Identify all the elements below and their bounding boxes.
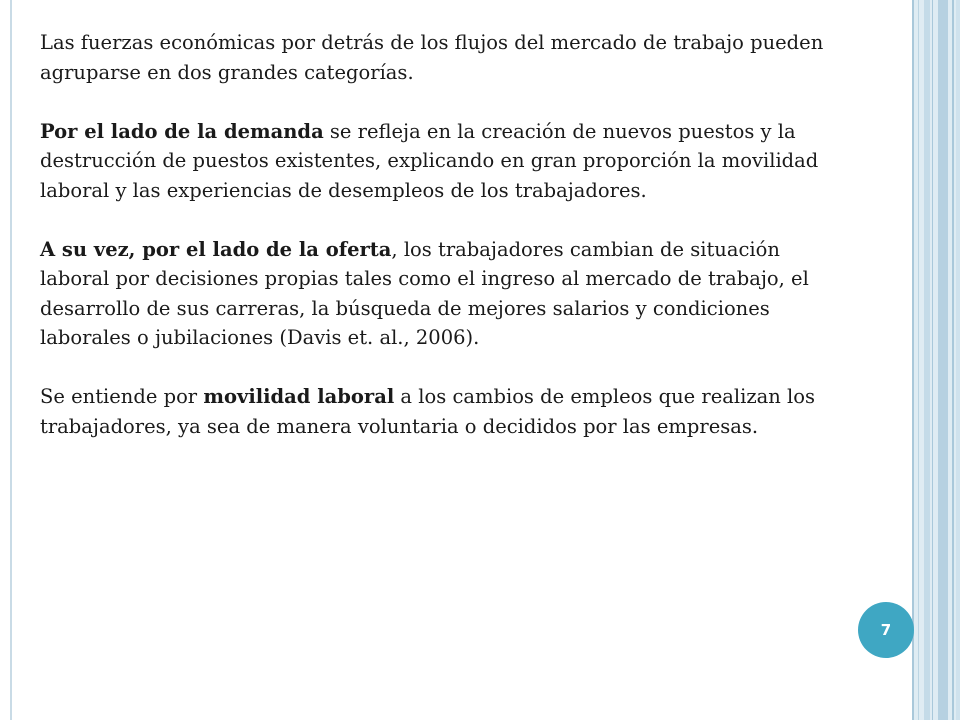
left-border-line bbox=[10, 0, 12, 720]
paragraph-demand bbox=[40, 117, 850, 206]
paragraph-demand-text: se refleja en la creación de nuevos puestos y la destrucción de puestos existentes, explicando en gran proporción la movilidad laboral y las experiencias de desempleos de los trabajadores. bbox=[40, 119, 819, 202]
paragraph-definition-before: Se entiende por bbox=[40, 385, 204, 408]
paragraph-supply-text: , los trabajadores cambian de situación laboral por decisiones propias tales como el ingreso al mercado de trabajo, el desarrollo de sus carreras, la búsqueda de mejores salarios y condiciones laborales o jubilaciones (Davis et. al., 2006). bbox=[40, 237, 809, 349]
stripe bbox=[938, 0, 948, 720]
paragraph-demand-bold: Por el lado de la demanda bbox=[40, 119, 324, 143]
paragraph-intro bbox=[40, 28, 850, 87]
paragraph-intro-text: Las fuerzas económicas por detrás de los flujos del mercado de trabajo pueden agruparse en dos grandes categorías. bbox=[40, 31, 824, 84]
page-number-badge bbox=[858, 602, 914, 658]
paragraph-supply-bold: A su vez, por el lado de la oferta bbox=[40, 237, 392, 261]
stripe bbox=[952, 0, 954, 720]
stripe bbox=[956, 0, 960, 720]
stripe bbox=[912, 0, 914, 720]
paragraph-definition-after: a los cambios de empleos que realizan los trabajadores, ya sea de manera voluntaria o decididos por las empresas. bbox=[40, 385, 815, 438]
stripe bbox=[918, 0, 919, 720]
page-number: 7 bbox=[880, 621, 892, 639]
stripe bbox=[924, 0, 930, 720]
stripe bbox=[932, 0, 933, 720]
slide-body bbox=[40, 28, 850, 471]
paragraph-definition bbox=[40, 382, 850, 441]
paragraph-supply bbox=[40, 235, 850, 353]
paragraph-definition-bold: movilidad laboral bbox=[203, 385, 395, 408]
right-decorative-stripes bbox=[912, 0, 960, 720]
